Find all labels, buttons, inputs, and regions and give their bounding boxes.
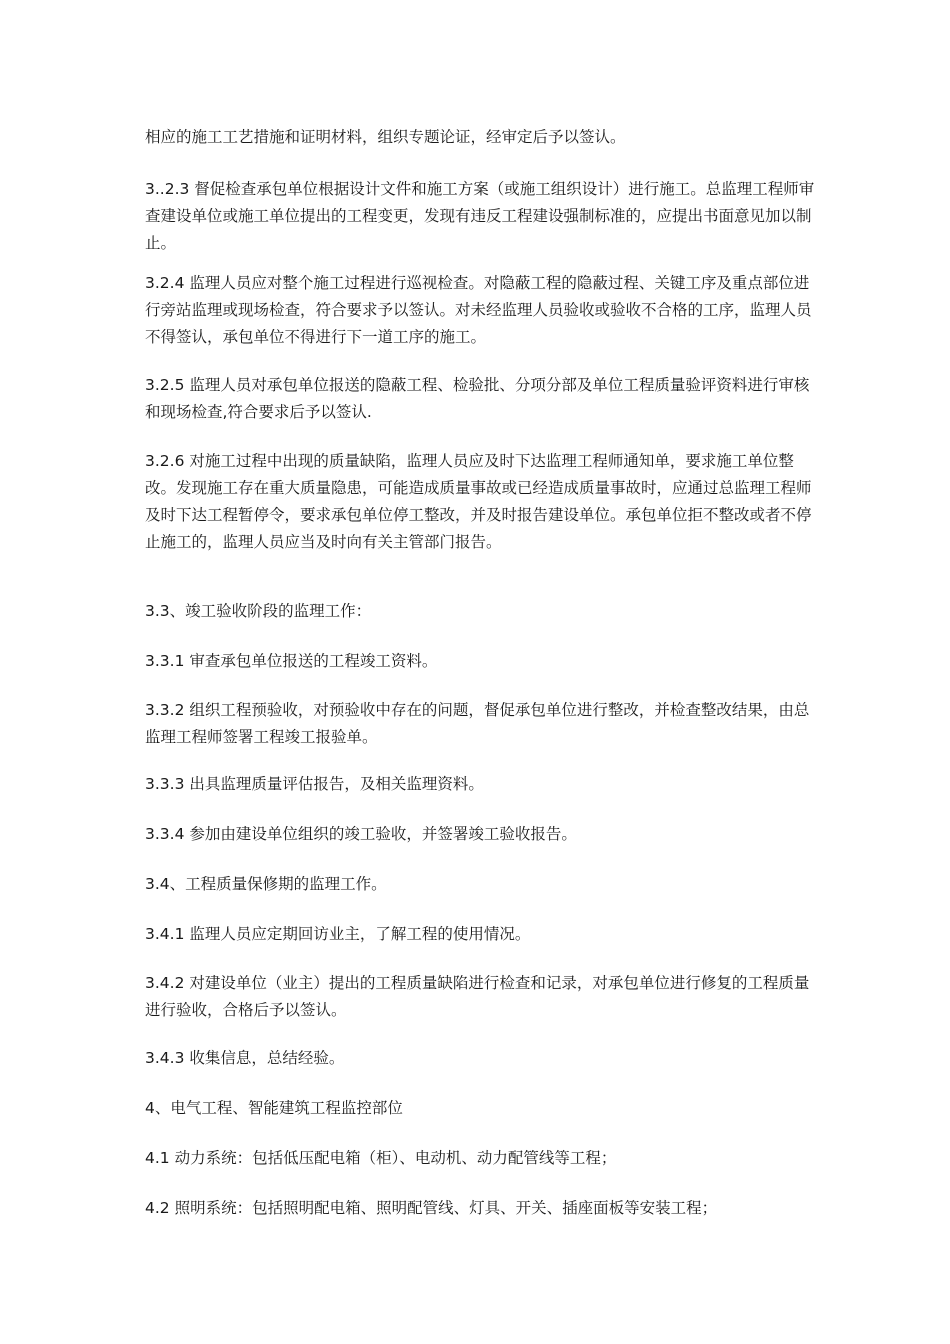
section-number: 3.2.5 (145, 376, 185, 394)
paragraph-4-1 (145, 1145, 817, 1172)
paragraph-3-2-4 (145, 270, 817, 351)
paragraph-3-3-3 (145, 771, 817, 798)
section-number: 3.4.2 (145, 974, 185, 992)
paragraph-4-2 (145, 1195, 817, 1222)
heading-3-3 (145, 598, 817, 625)
paragraph-text: 照明系统：包括照明配电箱、照明配管线、灯具、开关、插座面板等安装工程； (169, 1199, 718, 1217)
section-number: 4 (145, 1099, 155, 1117)
section-number: 3.4.1 (145, 925, 185, 943)
paragraph-3-3-2 (145, 697, 817, 751)
paragraph-text: 相应的施工工艺措施和证明材料，组织专题论证，经审定后予以签认。 (145, 128, 626, 146)
heading-4 (145, 1095, 817, 1122)
paragraph-text: 动力系统：包括低压配电箱（柜）、电动机、动力配管线等工程； (169, 1149, 617, 1167)
paragraph-text: 监理人员应对整个施工过程进行巡视检查。对隐蔽工程的隐蔽过程、关键工序及重点部位进行旁站监理或现场检查，符合要求予以签认。对未经监理人员验收或验收不合格的工序，监理人员不得签认，承包单位不得进行下一道工序的施工。 (145, 274, 812, 346)
section-number: 3.2.6 (145, 452, 185, 470)
section-number: 3.3 (145, 602, 170, 620)
paragraph-text: 参加由建设单位组织的竣工验收，并签署竣工验收报告。 (184, 825, 577, 843)
section-number: 3.3.2 (145, 701, 185, 719)
section-number: 3..2.3 (145, 180, 190, 198)
section-number: 3.3.4 (145, 825, 185, 843)
section-number: 3.3.1 (145, 652, 185, 670)
paragraph-3-2-5 (145, 372, 817, 426)
heading-text: 、工程质量保修期的监理工作。 (169, 875, 387, 893)
paragraph-3-4-3 (145, 1045, 817, 1072)
paragraph-text: 组织工程预验收，对预验收中存在的问题，督促承包单位进行整改，并检查整改结果，由总监理工程师签署工程竣工报验单。 (145, 701, 810, 746)
paragraph-3-3-4 (145, 821, 817, 848)
section-number: 3.2.4 (145, 274, 185, 292)
paragraph-3-2-3 (145, 176, 817, 257)
paragraph-3-2-6 (145, 448, 817, 556)
paragraph-3-4-1 (145, 921, 817, 948)
section-number: 4.1 (145, 1149, 170, 1167)
paragraph-text: 对施工过程中出现的质量缺陷，监理人员应及时下达监理工程师通知单，要求施工单位整改。发现施工存在重大质量隐患，可能造成质量事故或已经造成质量事故时，应通过总监理工程师及时下达工程暂停令，要求承包单位停工整改，并及时报告建设单位。承包单位拒不整改或者不停止施工的，监理人员应当及时向有关主管部门报告。 (145, 452, 812, 551)
section-number: 3.3.3 (145, 775, 185, 793)
section-number: 3.4.3 (145, 1049, 185, 1067)
heading-3-4 (145, 871, 817, 898)
heading-text: 、竣工验收阶段的监理工作： (169, 602, 372, 620)
paragraph-text: 督促检查承包单位根据设计文件和施工方案（或施工组织设计）进行施工。总监理工程师审查建设单位或施工单位提出的工程变更，发现有违反工程建设强制标准的，应提出书面意见加以制止。 (145, 180, 815, 252)
paragraph-text: 收集信息，总结经验。 (184, 1049, 345, 1067)
paragraph-text: 出具监理质量评估报告，及相关监理资料。 (184, 775, 484, 793)
paragraph-continuation (145, 124, 817, 151)
paragraph-3-3-1 (145, 648, 817, 675)
paragraph-text: 审查承包单位报送的工程竣工资料。 (184, 652, 438, 670)
paragraph-text: 监理人员应定期回访业主，了解工程的使用情况。 (184, 925, 531, 943)
paragraph-text: 监理人员对承包单位报送的隐蔽工程、检验批、分项分部及单位工程质量验评资料进行审核和现场检查,符合要求后予以签认. (145, 376, 810, 421)
paragraph-3-4-2 (145, 970, 817, 1024)
section-number: 4.2 (145, 1199, 170, 1217)
paragraph-text: 对建设单位（业主）提出的工程质量缺陷进行检查和记录，对承包单位进行修复的工程质量进行验收，合格后予以签认。 (145, 974, 810, 1019)
heading-text: 、电气工程、智能建筑工程监控部位 (154, 1099, 403, 1117)
section-number: 3.4 (145, 875, 170, 893)
